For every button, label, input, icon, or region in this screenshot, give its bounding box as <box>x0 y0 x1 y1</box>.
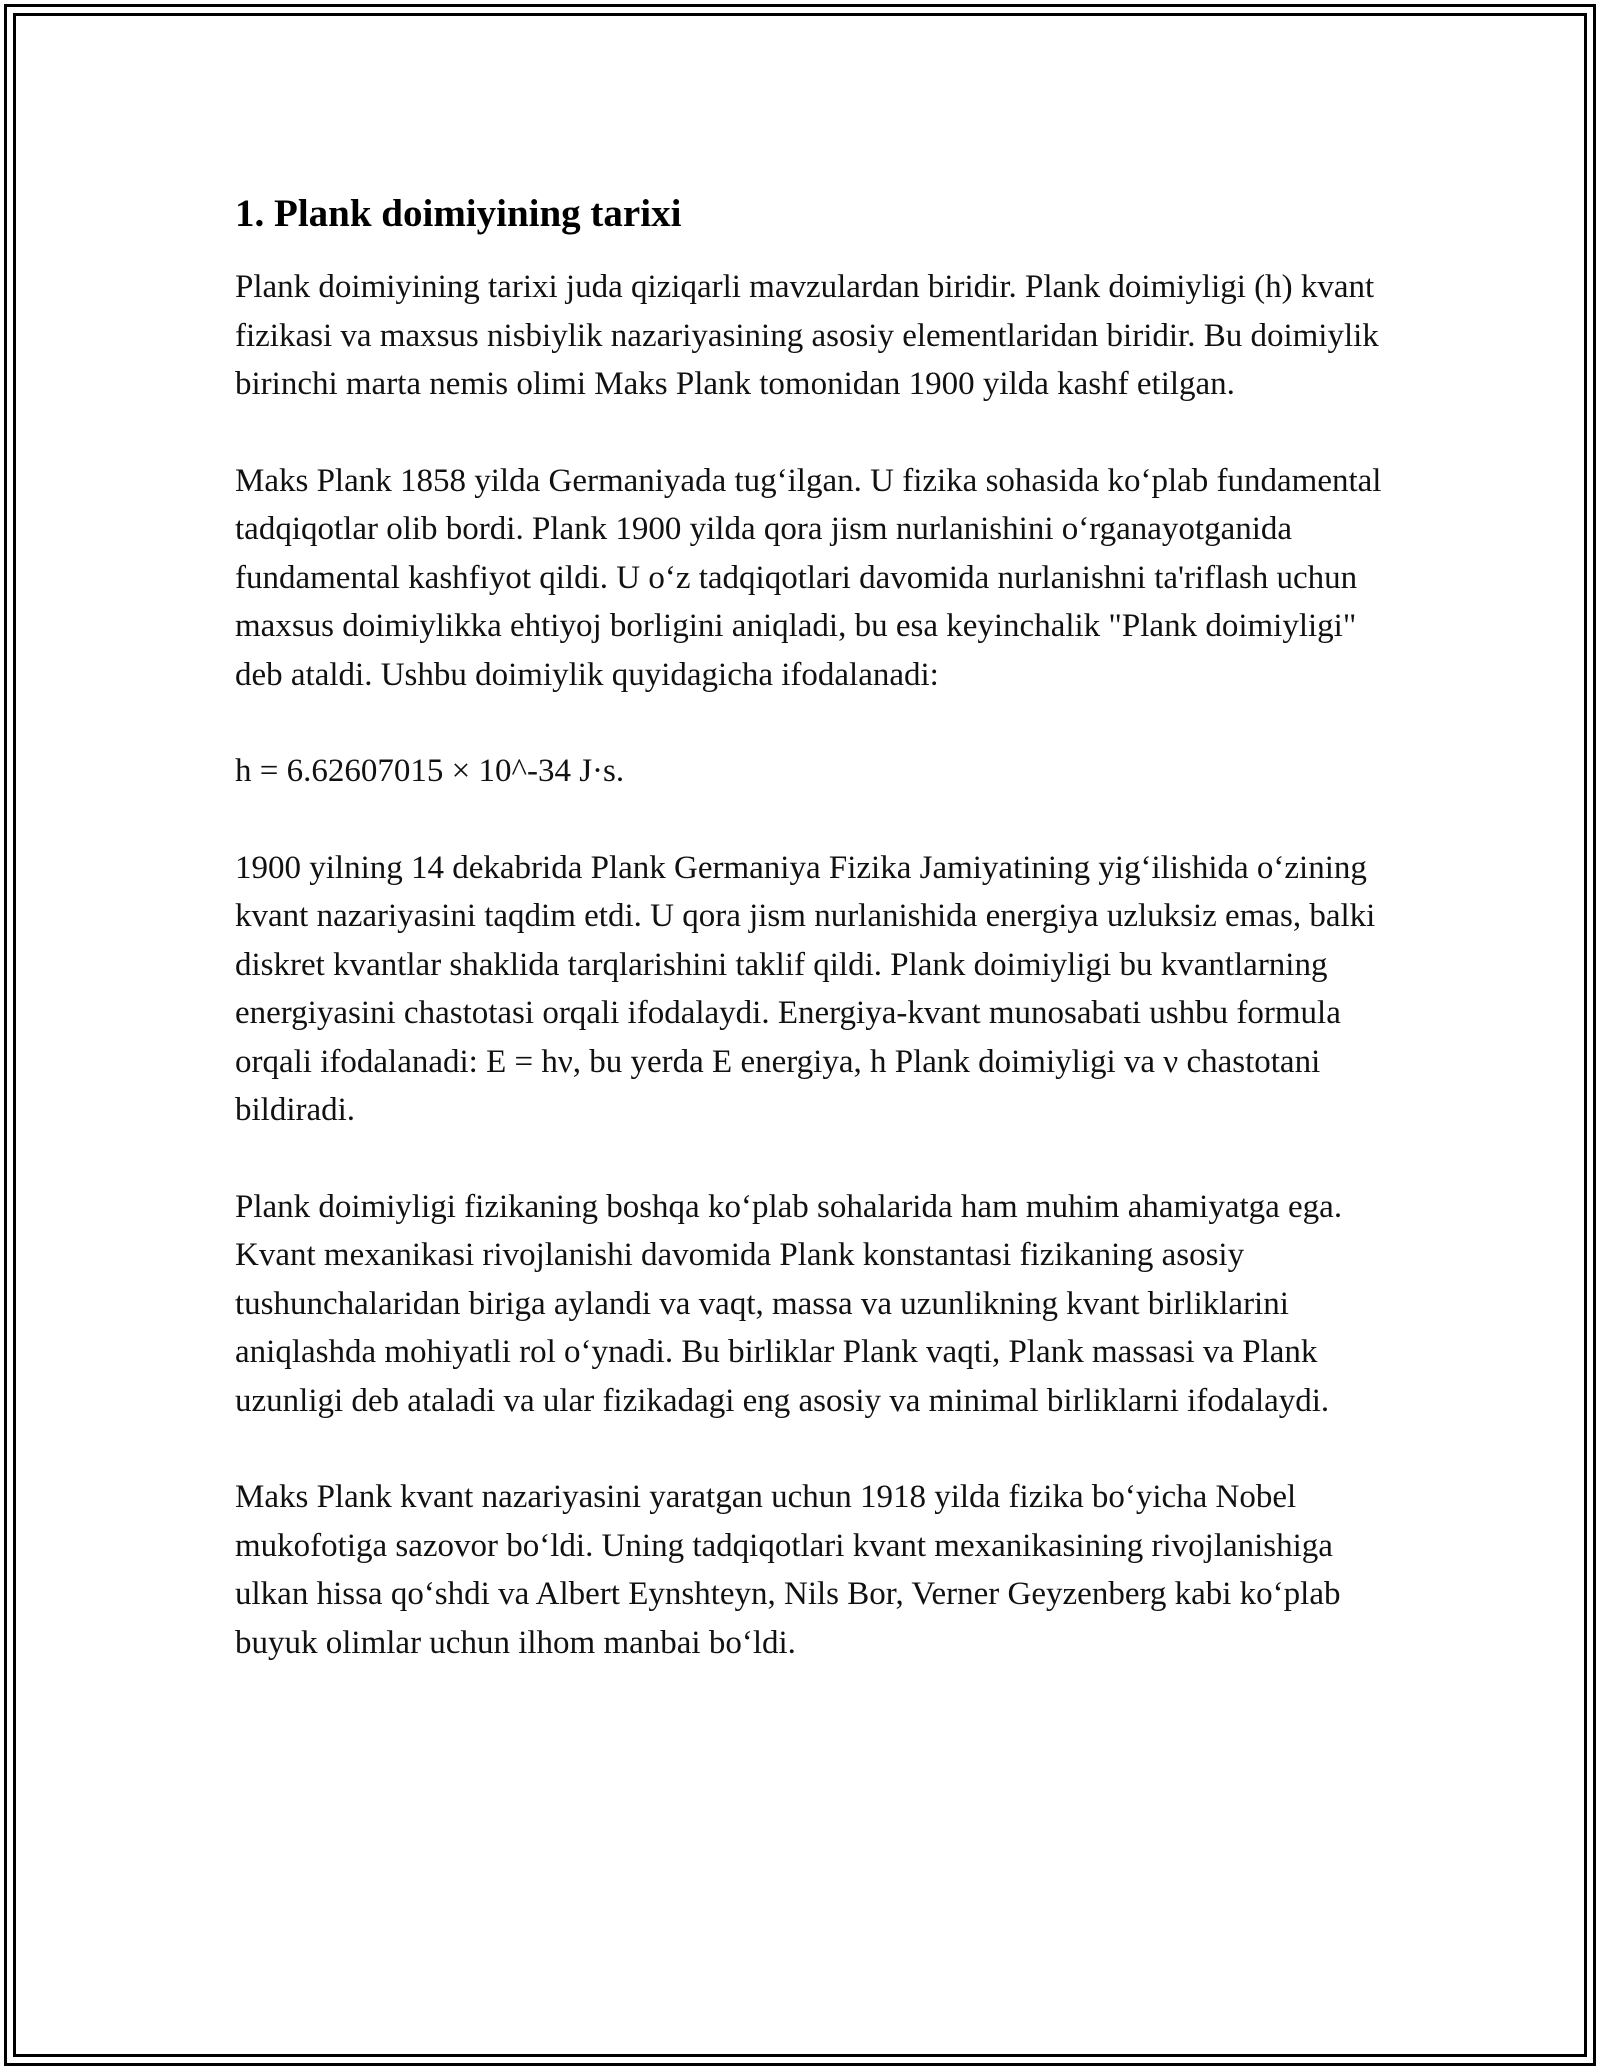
document-body <box>235 190 1385 1715</box>
paragraph-constant-formula: h = 6.62607015 × 10^-34 J·s. <box>235 753 625 789</box>
paragraph-quantum-theory: 1900 yilning 14 dekabrida Plank Germaniya Fizika Jamiyatining yig‘ilishida o‘zining kvant nazariyasini taqdim etdi. U qora jism nurlanishida energiya uzluksiz emas, balki diskret kvantlar shaklida tarqlarishini taklif qildi. Plank doimiyligi bu kvantlarning energiyasini chastotasi orqali ifodalaydi. Energiya-kvant munosabati ushbu formula orqali ifodalanadi: E = hν, bu yerda E energiya, h Plank doimiyligi va ν chastotani bildiradi. <box>235 849 1376 1128</box>
paragraph-nobel-prize: Maks Plank kvant nazariyasini yaratgan uchun 1918 yilda fizika bo‘yicha Nobel mukofotiga sazovor bo‘ldi. Uning tadqiqotlari kvant mexanikasining rivojlanishiga ulkan hissa qo‘shdi va Albert Eynshteyn, Nils Bor, Verner Geyzenberg kabi ko‘plab buyuk olimlar uchun ilhom manbai bo‘ldi. <box>235 1479 1341 1661</box>
paragraph-biography: Maks Plank 1858 yilda Germaniyada tug‘ilgan. U fizika sohasida ko‘plab fundamental tadqiqotlar olib bordi. Plank 1900 yilda qora jism nurlanishini o‘rganayotganida fundamental kashfiyot qildi. U o‘z tadqiqotlari davomida nurlanishni ta'riflash uchun maxsus doimiylikka ehtiyoj borligini aniqladi, bu esa keyinchalik "Plank doimiyligi" deb ataldi. Ushbu doimiylik quyidagicha ifodalanadi: <box>235 462 1382 693</box>
paragraph-intro: Plank doimiyining tarixi juda qiziqarli mavzulardan biridir. Plank doimiyligi (h) kvant fizikasi va maxsus nisbiylik nazariyasining asosiy elementlaridan biridir. Bu doimiylik birinchi marta nemis olimi Maks Plank tomonidan 1900 yilda kashf etilgan. <box>235 269 1379 402</box>
section-heading: 1. Plank doimiyining tarixi <box>235 192 682 235</box>
paragraph-planck-units: Plank doimiyligi fizikaning boshqa ko‘plab sohalarida ham muhim ahamiyatga ega. Kvant mexanikasi rivojlanishi davomida Plank konstantasi fizikaning asosiy tushunchalaridan biriga aylandi va vaqt, massa va uzunlikning kvant birliklarini aniqlashda mohiyatli rol o‘ynadi. Bu birliklar Plank vaqti, Plank massasi va Plank uzunligi deb ataladi va ular fizikadagi eng asosiy va minimal birliklarni ifodalaydi. <box>235 1188 1343 1419</box>
